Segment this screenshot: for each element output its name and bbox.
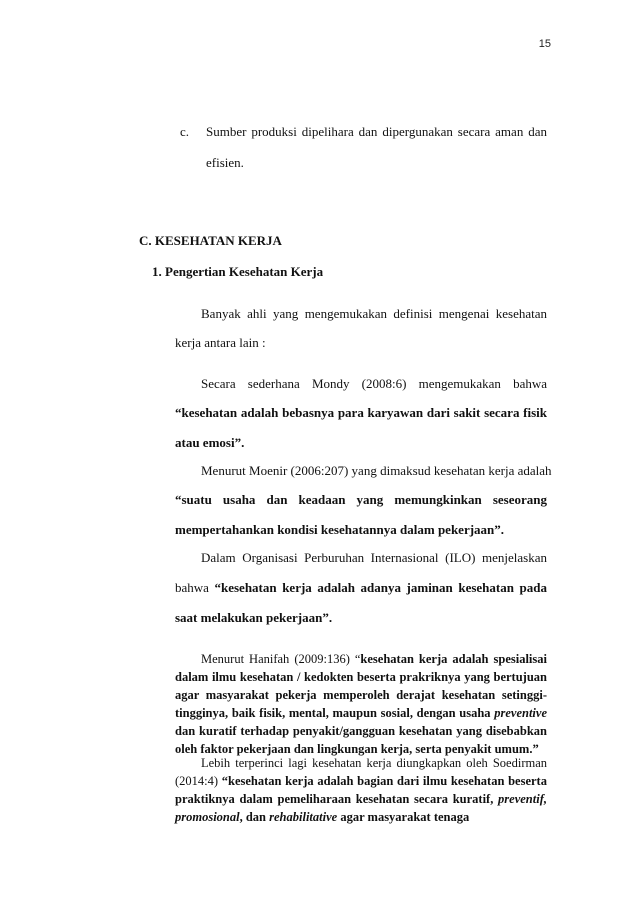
paragraph-3-line-1: Menurut Moenir (2006:207) yang dimaksud kesehatan kerja adalah xyxy=(201,463,552,478)
paragraph-6-bold-3: agar masyarakat tenaga xyxy=(337,810,470,824)
paragraph-1-line-2: kerja antara lain : xyxy=(175,335,266,350)
paragraph-3-line-3: mempertahankan kondisi kesehatannya dalam pekerjaan”. xyxy=(175,522,505,537)
item-c-line-1: Sumber produksi dipelihara dan dipergunakan secara aman dan xyxy=(206,124,547,139)
paragraph-6 xyxy=(175,754,547,826)
paragraph-3-line-2: “suatu usaha dan keadaan yang memungkinkan seseorang xyxy=(175,492,547,507)
paragraph-6-bold-2: , dan xyxy=(239,810,270,824)
paragraph-4-line-3: saat melakukan pekerjaan”. xyxy=(175,610,333,625)
paragraph-5-plain: Menurut Hanifah (2009:136) “ xyxy=(201,652,361,666)
page-number: 15 xyxy=(538,38,551,50)
paragraph-6-bold-italic-2: rehabilitative xyxy=(269,810,338,824)
paragraph-2-line-3: atau emosi”. xyxy=(175,435,245,450)
paragraph-6-plain: Lebih terperinci lagi kesehatan kerja diungkapkan oleh Soedirman (2014:4) xyxy=(175,756,547,788)
paragraph-1-line-1: Banyak ahli yang mengemukakan definisi mengenai kesehatan xyxy=(201,306,547,321)
paragraph-6-bold-1: “kesehatan kerja adalah bagian dari ilmu kesehatan beserta praktiknya dalam pemeliharaan kesehatan secara kuratif, xyxy=(175,774,547,806)
paragraph-4-line-1: Dalam Organisasi Perburuhan Internasional (ILO) menjelaskan xyxy=(201,550,547,565)
item-c-line-2: efisien. xyxy=(206,155,244,170)
paragraph-5-bold-1: kesehatan kerja adalah spesialisai dalam ilmu kesehatan / kedokten beserta prakriknya yang bertujuan agar masyarakat pekerja memperoleh derajat kesehatan setinggi-tingginya, baik fisik, mental, maupun sosial, dengan usaha xyxy=(175,652,547,720)
paragraph-2-line-2: “kesehatan adalah bebasnya para karyawan dari sakit secara fisik xyxy=(175,405,547,420)
paragraph-5 xyxy=(175,650,547,758)
paragraph-2-line-1: Secara sederhana Mondy (2008:6) mengemukakan bahwa xyxy=(201,376,547,391)
paragraph-5-bold-italic-1: preventive xyxy=(494,706,547,720)
paragraph-4-line-2-bold: “kesehatan kerja adalah adanya jaminan kesehatan pada xyxy=(214,580,547,595)
list-marker-c: c. xyxy=(180,124,190,139)
subsection-heading: 1. Pengertian Kesehatan Kerja xyxy=(152,264,324,279)
section-heading: C. KESEHATAN KERJA xyxy=(139,233,282,248)
paragraph-6-bold-italic-1: preventif, promosional xyxy=(175,792,547,824)
paragraph-5-bold-2: dan kuratif terhadap penyakit/gangguan kesehatan yang disebabkan oleh faktor pekerjaan dan lingkungan kerja, serta penyakit umum.” xyxy=(175,724,547,756)
paragraph-4-line-2-plain: bahwa xyxy=(175,580,215,595)
paragraph-4-line-2 xyxy=(175,580,547,596)
